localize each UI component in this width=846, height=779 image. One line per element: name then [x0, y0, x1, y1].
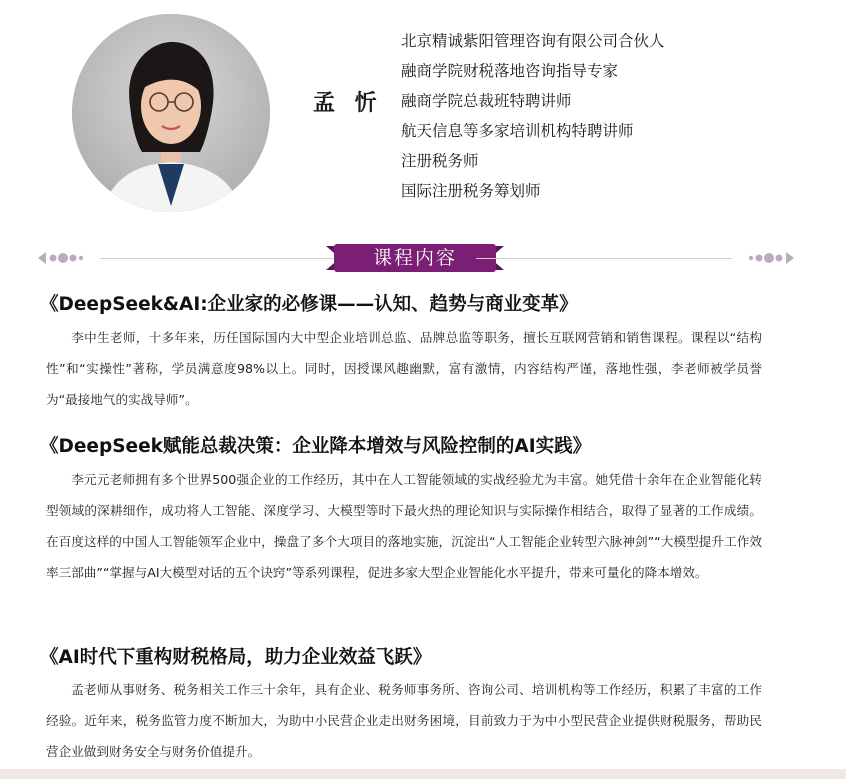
ornament-right-icon [740, 246, 796, 270]
speaker-title: 国际注册税务筹划师 [401, 182, 541, 200]
course-description: 李元元老师拥有多个世界500强企业的工作经历，其中在人工智能领域的实战经验尤为丰富。她凭借十余年在企业智能化转型领域的深耕细作，成功将人工智能、深度学习、大模型等时下最火热的理论知识与实际操作相结合，取得了显著的工作成绩。在百度这样的中国人工智能领军企业中，操盘了多个大项目的落地实施，沉淀出“人工智能企业转型六脉神剑”“大模型提升工作效率三部曲”“掌握与AI大模型对话的五个诀窍”等系列课程，促进多家大型企业智能化水平提升，带来可量化的降本增效。 [46, 472, 762, 580]
speaker-name: 孟 忻 [313, 91, 383, 116]
speaker-title: 融商学院总裁班特聘讲师 [401, 92, 572, 110]
course-title: 《AI时代下重构财税格局，助力企业效益飞跃》 [40, 647, 432, 668]
speaker-photo [72, 14, 270, 212]
divider-line-left [100, 258, 356, 259]
portrait-illustration [72, 14, 270, 212]
speaker-title: 航天信息等多家培训机构特聘讲师 [401, 122, 634, 140]
speaker-title: 注册税务师 [401, 152, 479, 170]
course-title: 《DeepSeek&AI:企业家的必修课——认知、趋势与商业变革》 [40, 294, 578, 315]
course-title: 《DeepSeek赋能总裁决策：企业降本增效与风险控制的AI实践》 [40, 436, 592, 457]
course-description: 孟老师从事财务、税务相关工作三十余年，具有企业、税务师事务所、咨询公司、培训机构等工作经历，积累了丰富的工作经验。近年来，税务监管力度不断加大，为助中小民营企业走出财务困境，目前致力于为中小型民营企业提供财税服务，帮助民营企业做到财务安全与财务价值提升。 [46, 682, 762, 759]
section-header: 课程内容 [372, 247, 457, 269]
course-description: 李中生老师，十多年来，历任国际国内大中型企业培训总监、品牌总监等职务，擅长互联网营销和销售课程。课程以“结构性”和“实操性”著称，学员满意度98%以上。同时，因授课风趣幽默，富有激情，内容结构严谨，落地性强，李老师被学员誉为“最接地气的实战导师”。 [46, 330, 762, 407]
speaker-title: 北京精诚紫阳管理咨询有限公司合伙人 [401, 32, 665, 50]
divider-line-right [476, 258, 732, 259]
ornament-left-icon [36, 246, 92, 270]
speaker-title: 融商学院财税落地咨询指导专家 [401, 62, 619, 80]
section-divider [36, 238, 796, 278]
speaker-titles [401, 26, 665, 206]
bottom-bar [0, 769, 846, 779]
